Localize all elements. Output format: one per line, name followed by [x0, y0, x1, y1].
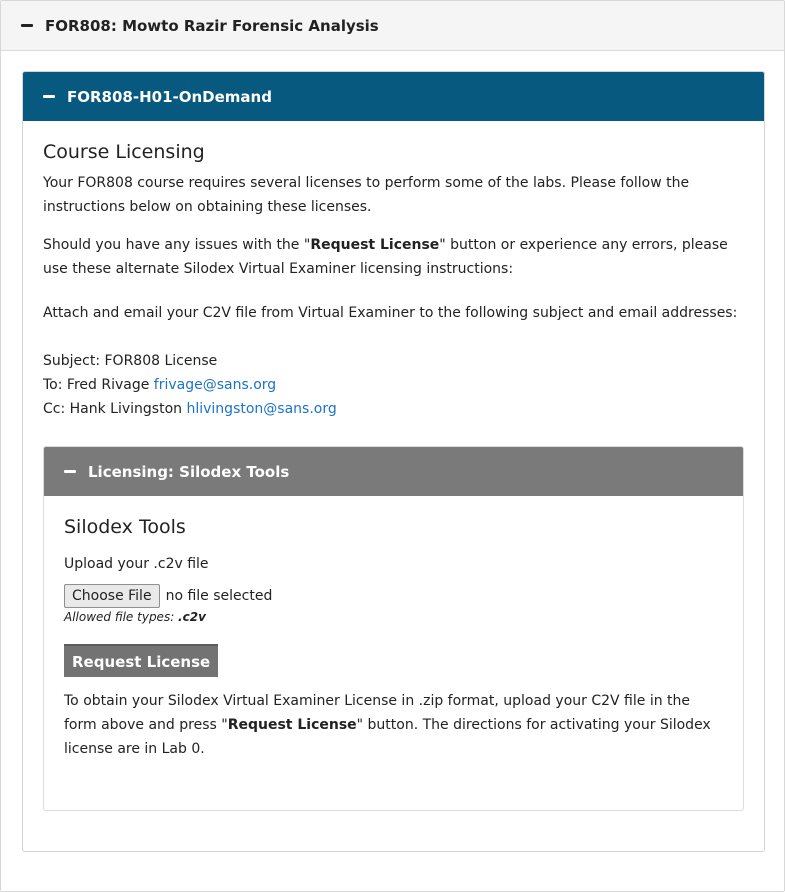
file-status: no file selected [165, 588, 273, 604]
cc-line [43, 397, 744, 421]
allowed-type: .c2v [178, 610, 206, 624]
collapse-icon[interactable] [64, 470, 76, 473]
licensing-panel-body [44, 496, 743, 761]
cc-email-link[interactable]: hlivingston@sans.org [186, 401, 337, 417]
request-license-button[interactable]: Request License [64, 644, 218, 677]
collapse-icon[interactable] [43, 95, 55, 98]
allowed-file-types [64, 610, 723, 624]
allowed-prefix: Allowed file types: [64, 610, 179, 624]
to-line [43, 373, 744, 397]
issues-paragraph [43, 233, 744, 281]
outer-accordion-title: FOR808: Mowto Razir Forensic Analysis [45, 16, 379, 35]
licensing-panel-header[interactable] [44, 447, 743, 496]
course-accordion [22, 71, 765, 852]
file-input[interactable] [64, 584, 723, 608]
subject-line: Subject: FOR808 License [43, 353, 218, 369]
to-email-link[interactable]: frivage@sans.org [153, 377, 277, 393]
issues-prefix: Should you have any issues with the " [43, 237, 311, 253]
upload-label: Upload your .c2v file [64, 556, 209, 572]
attach-paragraph: Attach and email your C2V file from Virtual Examiner to the following subject and email addresses: [43, 305, 738, 321]
choose-file-button[interactable]: Choose File [64, 584, 160, 608]
course-body [23, 121, 764, 421]
desc-bold: Request License [227, 717, 357, 733]
panel-description [64, 689, 723, 761]
desc-suffix: " button. The directions for activating your Silodex license are in Lab 0. [64, 717, 711, 757]
course-licensing-heading: Course Licensing [43, 141, 205, 163]
outer-accordion-header[interactable] [1, 1, 784, 51]
intro-paragraph: Your FOR808 course requires several licenses to perform some of the labs. Please follow the instructions below on obtaining these licenses. [43, 175, 690, 215]
desc-prefix: To obtain your Silodex Virtual Examiner License in .zip format, upload your C2V file in the form above and press " [64, 693, 691, 733]
to-prefix: To: Fred Rivage [43, 377, 154, 393]
silodex-tools-heading: Silodex Tools [64, 516, 186, 538]
licensing-panel-title: Licensing: Silodex Tools [88, 462, 290, 481]
course-accordion-title: FOR808-H01-OnDemand [67, 87, 272, 106]
issues-suffix: " button or experience any errors, please use these alternate Silodex Virtual Examiner licensing instructions: [43, 237, 728, 277]
course-accordion-header[interactable] [23, 72, 764, 121]
collapse-icon[interactable] [21, 24, 33, 27]
cc-prefix: Cc: Hank Livingston [43, 401, 187, 417]
issues-bold: Request License [310, 237, 440, 253]
licensing-panel [43, 446, 744, 811]
